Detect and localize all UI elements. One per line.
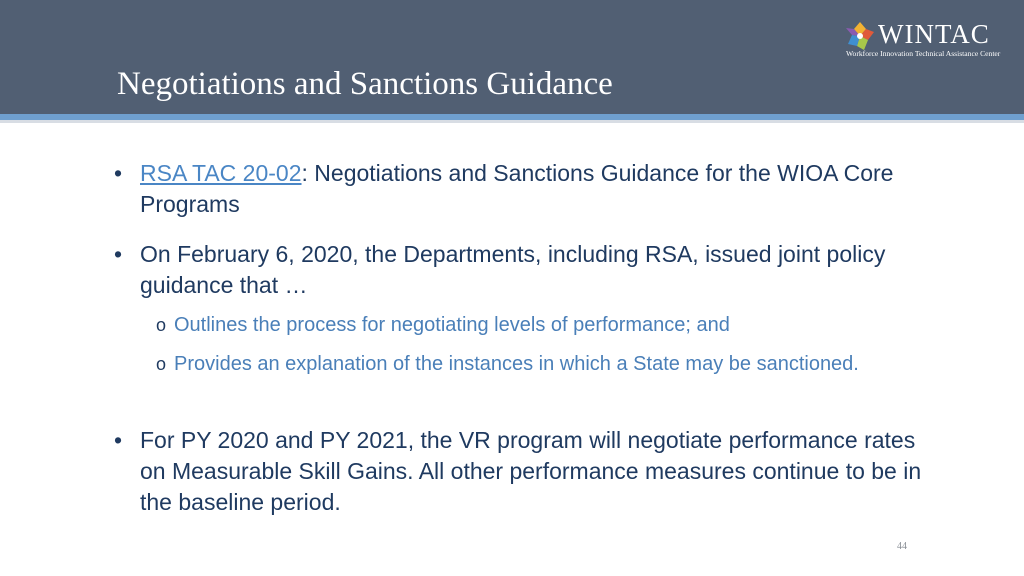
logo-subtitle: Workforce Innovation Technical Assistance Center <box>846 49 1001 58</box>
logo-name: WINTAC <box>878 19 990 49</box>
bullet-marker: • <box>114 427 123 453</box>
bullet-1-text: : Negotiations and Sanctions Guidance for the WIOA Core Programs <box>140 160 894 217</box>
sub-bullet-marker: o <box>156 315 167 335</box>
page-number: 44 <box>897 541 907 552</box>
sub-bullet-marker: o <box>156 354 167 374</box>
sub-bullet-item-2: Provides an explanation of the instances in which a State may be sanctioned. <box>174 353 859 375</box>
rsa-tac-link[interactable]: RSA TAC 20-02 <box>140 160 302 186</box>
bullet-item-1 <box>140 158 940 220</box>
sub-bullet-item-1: Outlines the process for negotiating levels of performance; and <box>174 314 730 336</box>
bullet-item-3: For PY 2020 and PY 2021, the VR program will negotiate performance rates on Measurable Skill Gains. All other performance measures continue to be in the baseline period. <box>140 427 922 515</box>
bullet-marker: • <box>114 241 123 267</box>
slide-title: Negotiations and Sanctions Guidance <box>117 66 613 102</box>
bullet-marker: • <box>114 160 123 186</box>
bullet-item-2: On February 6, 2020, the Departments, including RSA, issued joint policy guidance that … <box>140 241 886 298</box>
